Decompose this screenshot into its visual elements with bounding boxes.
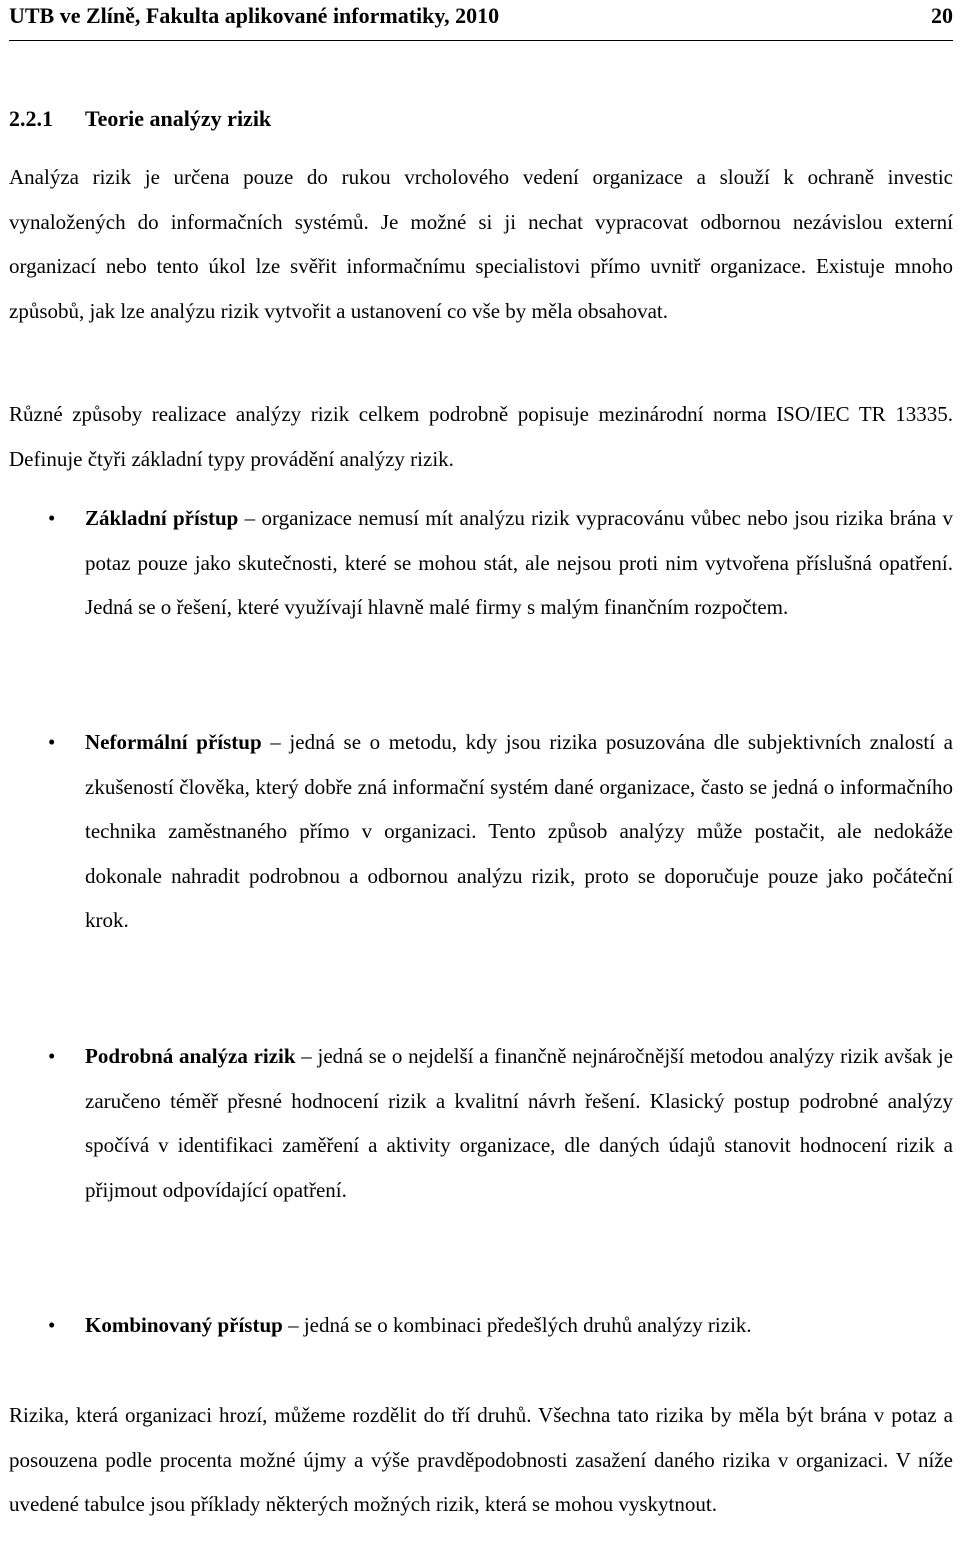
approach-description: – jedná se o metodu, kdy jsou rizika posuzována dle subjektivních znalostí a zkušeností člověka, který dobře zná informační systém dané organizace, často se jedná o informačního technika zaměstnaného přímo v organizaci. Tento způsob analýzy může postačit, ale nedokáže dokonale nahradit podrobnou a odbornou analýzu rizik, proto se doporučuje pouze jako počáteční krok. [85, 730, 953, 932]
approach-term: Neformální přístup [85, 730, 262, 754]
page-header [9, 0, 953, 41]
list-item-text [85, 720, 953, 943]
section-heading [9, 104, 271, 134]
bullet-icon: • [48, 506, 56, 530]
list-item-text [85, 1303, 953, 1348]
approach-description: – jedná se o nejdelší a finančně nejnáročnější metodou analýzy rizik avšak je zaručeno téměř přesné hodnocení rizik a kvalitní návrh řešení. Klasický postup podrobné analýzy spočívá v identifikaci zaměření a aktivity organizace, dle daných údajů stanovit hodnocení rizik a přijmout odpovídající opatření. [85, 1044, 953, 1202]
list-item-text [85, 496, 953, 630]
intro-paragraph: Analýza rizik je určena pouze do rukou vrcholového vedení organizace a slouží k ochraně investic vynaložených do informačních systémů. Je možné si ji nechat vypracovat odbornou nezávislou externí organizací nebo tento úkol lze svěřit informačnímu specialistovi přímo uvnitř organizace. Existuje mnoho způsobů, jak lze analýzu rizik vytvořit a ustanovení co vše by měla obsahovat. [9, 165, 953, 323]
list-item-text [85, 1034, 953, 1212]
bullet-icon: • [48, 1313, 56, 1337]
approach-term: Podrobná analýza rizik [85, 1044, 296, 1068]
norm-paragraph: Různé způsoby realizace analýzy rizik celkem podrobně popisuje mezinárodní norma ISO/IEC TR 13335. Definuje čtyři základní typy provádění analýzy rizik. [9, 402, 953, 471]
section-number: 2.2.1 [9, 106, 53, 131]
approach-description: – jedná se o kombinaci předešlých druhů analýzy rizik. [282, 1313, 752, 1337]
approach-description: – organizace nemusí mít analýzu rizik vypracovánu vůbec nebo jsou rizika brána v potaz pouze jako skutečnosti, které se mohou stát, ale nejsou proti nim vytvořena příslušná opatření. Jedná se o řešení, které využívají hlavně malé firmy s malým finančním rozpočtem. [85, 506, 953, 619]
closing-paragraph: Rizika, která organizaci hrozí, můžeme rozdělit do tří druhů. Všechna tato rizika by měla být brána v potaz a posouzena podle procenta možné újmy a výše pravděpodobnosti zasažení daného rizika v organizaci. V níže uvedené tabulce jsou příklady některých možných rizik, která se mohou vyskytnout. [9, 1403, 953, 1516]
bullet-icon: • [48, 730, 56, 754]
section-title: Teorie analýzy rizik [85, 106, 272, 131]
page-number: 20 [931, 3, 953, 28]
approach-term: Kombinovaný přístup [85, 1313, 283, 1337]
approach-term: Základní přístup [85, 506, 239, 530]
header-title: UTB ve Zlíně, Fakulta aplikované informatiky, 2010 [9, 3, 500, 28]
bullet-icon: • [48, 1044, 56, 1068]
